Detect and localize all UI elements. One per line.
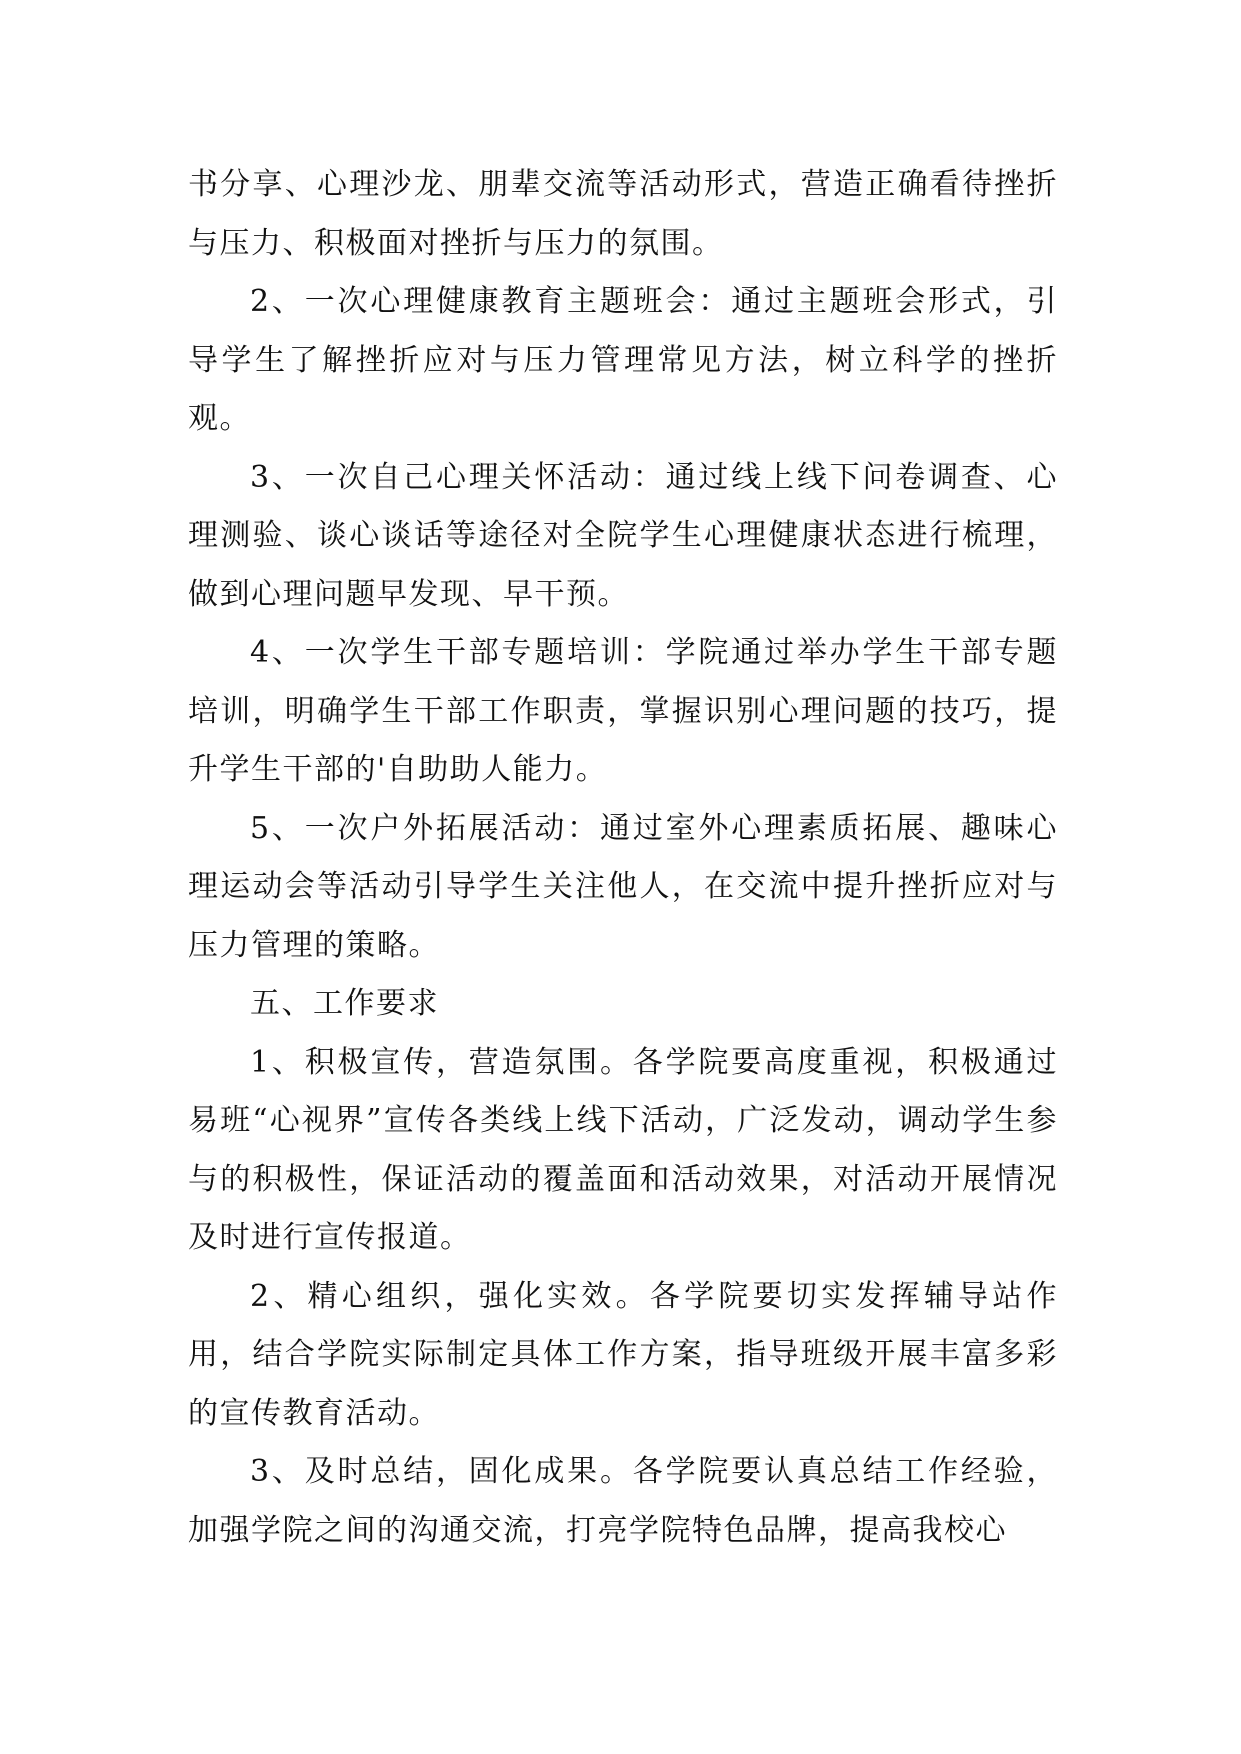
document-body bbox=[188, 156, 1058, 1560]
paragraph-requirement-3: 3、及时总结，固化成果。各学院要认真总结工作经验，加强学院之间的沟通交流，打亮学院特色品牌，提高我校心 bbox=[188, 1454, 1058, 1548]
paragraph-item-5-outdoor: 5、一次户外拓展活动：通过室外心理素质拓展、趣味心理运动会等活动引导学生关注他人，在交流中提升挫折应对与压力管理的策略。 bbox=[188, 810, 1058, 963]
paragraph-item-2-class-meeting: 2、一次心理健康教育主题班会：通过主题班会形式，引导学生了解挫折应对与压力管理常见方法，树立科学的挫折观。 bbox=[188, 284, 1058, 436]
paragraph-item-4-cadre-training: 4、一次学生干部专题培训：学院通过举办学生干部专题培训，明确学生干部工作职责，掌握识别心理问题的技巧，提升学生干部的'自助助人能力。 bbox=[188, 635, 1058, 787]
paragraph-item-3-self-care: 3、一次自己心理关怀活动：通过线上线下问卷调查、心理测验、谈心谈话等途径对全院学生心理健康状态进行梳理，做到心理问题早发现、早干预。 bbox=[188, 459, 1058, 612]
paragraph-requirement-1: 1、积极宣传，营造氛围。各学院要高度重视，积极通过易班“心视界”宣传各类线上线下活动，广泛发动，调动学生参与的积极性，保证活动的覆盖面和活动效果，对活动开展情况及时进行宣传报道。 bbox=[188, 1044, 1058, 1255]
paragraph-requirement-2: 2、精心组织，强化实效。各学院要切实发挥辅导站作用，结合学院实际制定具体工作方案，指导班级开展丰富多彩的宣传教育活动。 bbox=[188, 1278, 1058, 1431]
paragraph-activity-forms: 书分享、心理沙龙、朋辈交流等活动形式，营造正确看待挫折与压力、积极面对挫折与压力的氛围。 bbox=[188, 167, 1058, 261]
section-heading-work-requirements: 五、工作要求 bbox=[250, 986, 439, 1021]
